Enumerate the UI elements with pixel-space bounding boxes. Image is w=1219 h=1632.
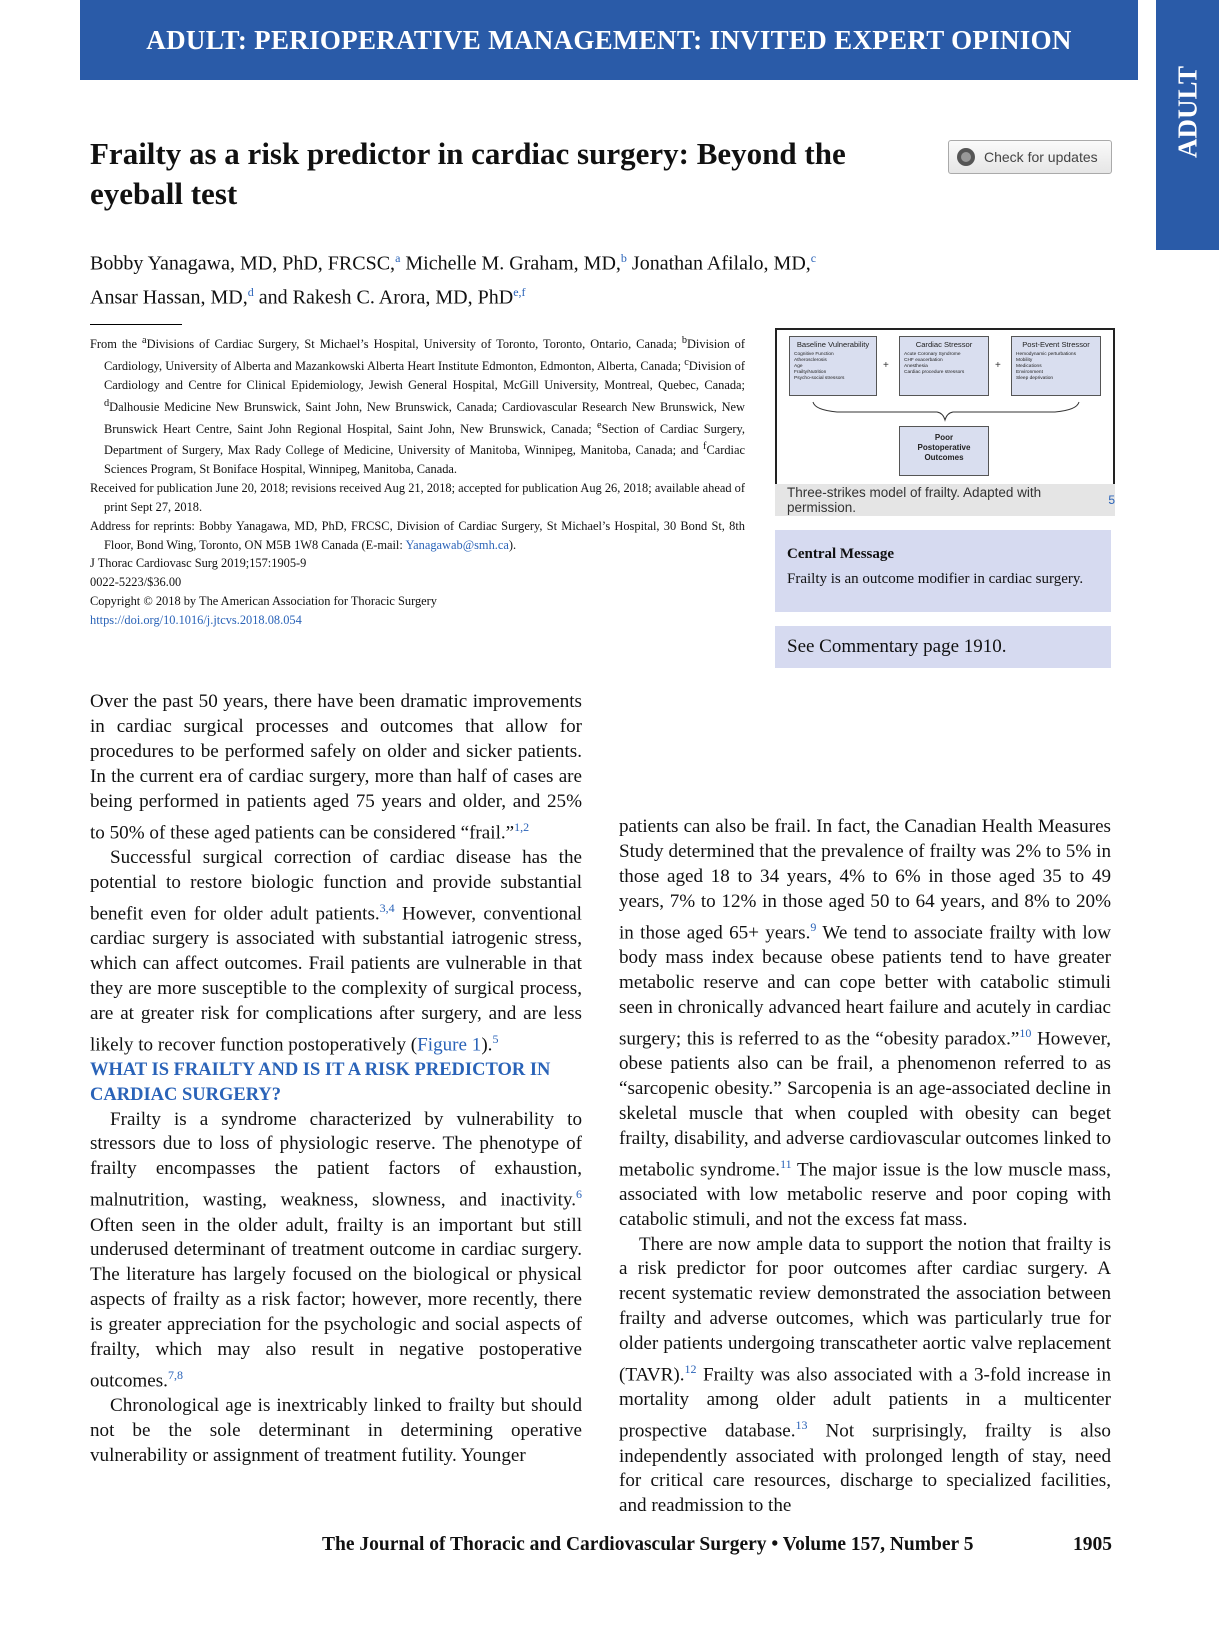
commentary-link[interactable]: See Commentary page 1910. xyxy=(775,626,1111,668)
citation-link[interactable]: 3,4 xyxy=(379,900,395,915)
citation-link[interactable]: 6 xyxy=(576,1187,582,1202)
crossmark-icon xyxy=(957,148,975,166)
author-name: Jonathan Afilalo, MD, xyxy=(626,252,811,275)
author-line-2 xyxy=(90,278,990,312)
author-affil-mark[interactable]: a xyxy=(395,251,401,265)
plus-sign: + xyxy=(883,360,889,371)
figure-caption: Three-strikes model of frailty. Adapted with permission. 5 xyxy=(775,484,1115,516)
issn: 0022-5223/$36.00 xyxy=(90,575,182,590)
journal-name: The Journal of Thoracic and Cardiovascular Surgery • Volume 157, Number 5 xyxy=(322,1534,974,1555)
author-name: Ansar Hassan, MD, xyxy=(90,286,248,309)
author-affil-mark[interactable]: e,f xyxy=(513,284,526,299)
copyright: Copyright © 2018 by The American Association for Thoracic Surgery xyxy=(90,593,437,608)
central-message-box xyxy=(775,530,1111,612)
citation-link[interactable]: 11 xyxy=(780,1156,792,1171)
body-paragraph: Over the past 50 years, there have been dramatic improvements in cardiac surgical processes and outcomes that allow for procedures to be performed safely on older and sicker patients. In the current era of cardiac surgery, more than half of cases are being performed in patients aged 75 years and older, and 25% to 50% of these aged patients can be considered “frail.”$^{1,2}$ xyxy=(90,691,582,843)
cardiac-stressor-box: Cardiac Stressor Acute Coronary Syndrome CHF exacerbation Anesthesia Cardiac procedure stressors xyxy=(899,336,989,396)
author-list xyxy=(90,244,990,311)
central-message-body: Frailty is an outcome modifier in cardiac surgery. xyxy=(787,571,1084,587)
author-affil-mark[interactable]: d xyxy=(247,284,254,299)
page-number: 1905 xyxy=(1073,1534,1112,1555)
central-message-heading: Central Message xyxy=(787,546,895,562)
body-paragraph: Frailty is a syndrome characterized by vulnerability to stressors due to loss of physiologic reserve. The phenotype of frailty encompasses the patient factors of exhaustion, malnutrition, wasting, weakness, slowness, and inactivity.$^6$ Often seen in the older adult, frailty is an important but still underused determinant of treatment outcome in cardiac surgery. The literature has largely focused on the biological or physical aspects of frailty as a risk factor; however, more recently, there is greater appreciation for the psychologic and social aspects of frailty, which may also result in negative postoperative outcomes.$^{7,8}$ xyxy=(90,1108,582,1392)
email-link[interactable]: Yanagawab@smh.ca xyxy=(405,537,509,552)
figure-1-link[interactable]: Figure 1 xyxy=(417,1033,482,1055)
body-paragraph: There are now ample data to support the notion that frailty is a risk predictor for poor outcomes after cardiac surgery. A recent systematic review demonstrated the association between frailty and adverse outcomes, which was particularly true for older patients undergoing transcatheter aortic valve replacement (TAVR).$^{12}$ Frailty was also associated with a 3-fold increase in mortality among older adult patients in a multicenter prospective database.$^{13}$ Not surprisingly, frailty is also independently associated with prolonged length of stay, need for critical care resources, discharge to specialized facilities, and readmission to the xyxy=(619,1233,1111,1517)
citation-link[interactable]: 7,8 xyxy=(167,1368,183,1382)
author-name: and Rakesh C. Arora, MD, PhD xyxy=(253,286,514,309)
side-section-tab xyxy=(1156,0,1219,250)
article-title: Frailty as a risk predictor in cardiac surgery: Beyond the eyeball test xyxy=(90,136,846,211)
affiliation-divider xyxy=(90,324,182,325)
citation-link[interactable]: 12 xyxy=(684,1362,697,1377)
baseline-vulnerability-box: Baseline Vulnerability Cognitive Function Atherosclerosis Age Frailty/Nutrition Psycho-social stressors xyxy=(789,336,877,396)
body-left-column xyxy=(90,690,582,1469)
author-name: Michelle M. Graham, MD, xyxy=(400,252,621,275)
author-affil-mark[interactable]: b xyxy=(620,251,627,265)
citation-link[interactable]: 5 xyxy=(492,1031,499,1046)
poor-outcomes-box: Poor Postoperative Outcomes xyxy=(899,426,989,476)
body-paragraph: Chronological age is inextricably linked to frailty but should not be the sole determinant in determining operative vulnerability or assignment of treatment futility. Younger xyxy=(90,1395,582,1467)
check-for-updates-button[interactable] xyxy=(948,140,1112,174)
side-tab-label: ADULT xyxy=(1172,65,1202,159)
page-footer xyxy=(322,1534,1112,1556)
citation-link[interactable]: 13 xyxy=(795,1418,808,1433)
doi-link[interactable]: https://doi.org/10.1016/j.jtcvs.2018.08.054 xyxy=(90,612,302,627)
post-event-stressor-box: Post-Event Stressor Hemodynamic perturbations Mobility Medications Environment Sleep deprivation xyxy=(1011,336,1101,396)
caption-reference[interactable]: 5 xyxy=(1108,493,1115,507)
body-right-column xyxy=(619,815,1111,1519)
citation-link[interactable]: 1,2 xyxy=(514,819,530,834)
author-affil-mark[interactable]: c xyxy=(810,251,817,265)
check-for-updates-label: Check for updates xyxy=(984,149,1098,165)
body-paragraph: Successful surgical correction of cardiac disease has the potential to restore biologic function and provide substantial benefit even for older adult patients.$^{3,4}$ However, conventional cardiac surgery is associated with substantial iatrogenic stress, which can affect outcomes. Frail patients are vulnerable in that they are more susceptible to the complexity of surgical process, are at greater risk for complications after surgery, and are less likely to recover function postoperatively (Figure 1).$^5$ xyxy=(90,846,582,1055)
author-name: Bobby Yanagawa, MD, PhD, FRCSC, xyxy=(90,252,396,275)
received-dates: Received for publication June 20, 2018; revisions received Aug 21, 2018; accepted for publication Aug 26, 2018; available ahead of print Sept 27, 2018. xyxy=(90,481,745,514)
reprint-address: Address for reprints: Bobby Yanagawa, MD, PhD, FRCSC, Division of Cardiac Surgery, St Michael’s Hospital, 30 Bond St, 8th Floor, Bond Wing, Toronto, ON M5B 1W8 Canada (E-mail: Yanagawab@smh.ca). xyxy=(90,518,745,552)
affiliation-list: From the $^a$Divisions of Cardiac Surgery, St Michael’s Hospital, University of Toronto, Toronto, Ontario, Canada; $^b$Division of Cardiology, University of Alberta and Mazankowski Alberta Heart Institute Edmonton, Edmonton, Alberta, Canada; $^c$Division of Cardiology and Centre for Clinical Epidemiology, Jewish General Hospital, McGill University, Montreal, Quebec, Canada; $^d$Dalhousie Medicine New Brunswick, Saint John, New Brunswick, Canada; Cardiovascular Research New Brunswick, New Brunswick Heart Centre, Saint John Regional Hospital, Saint John, New Brunswick, Canada; $^e$Section of Cardiac Surgery, Department of Surgery, Max Rady College of Medicine, University of Manitoba, Winnipeg, Manitoba, Canada; and $^f$Cardiac Sciences Program, St Boniface Hospital, Winnipeg, Manitoba, Canada. xyxy=(90,335,746,477)
journal-citation: J Thorac Cardiovasc Surg 2019;157:1905-9 xyxy=(90,556,307,571)
section-banner: ADULT: PERIOPERATIVE MANAGEMENT: INVITED EXPERT OPINION xyxy=(80,0,1138,80)
citation-link[interactable]: 9 xyxy=(810,919,817,934)
body-paragraph: patients can also be frail. In fact, the Canadian Health Measures Study determined that the prevalence of frailty was 2% to 5% in those aged 18 to 34 years, 4% to 6% in those aged 35 to 49 years, 7% to 12% in those aged 50 to 64 years, and 8% to 20% in those aged 65+ years.$^9$ We tend to associate frailty with low body mass index because obese patients tend to have greater metabolic reserve and can cope better with catabolic stimuli seen in chronically advanced heart failure and acutely in cardiac surgery; this is referred to as the “obesity paradox.”$^{10}$ However, obese patients also can be frail, a phenomenon referred to as “sarcopenic obesity.” Sarcopenia is an age-associated decline in skeletal muscle that when coupled with obesity can beget frailty, disability, and adverse cardiovascular outcomes linked to metabolic syndrome.$^{11}$ The major issue is the low muscle mass, associated with low metabolic reserve and poor coping with catabolic stimuli, and not the excess fat mass. xyxy=(619,816,1112,1230)
plus-sign: + xyxy=(995,360,1001,371)
citation-link[interactable]: 10 xyxy=(1019,1025,1032,1040)
author-line-1 xyxy=(90,244,990,278)
affiliations-block xyxy=(90,332,745,630)
section-heading: WHAT IS FRAILTY AND IS IT A RISK PREDICTOR IN CARDIAC SURGERY? xyxy=(90,1059,551,1105)
frailty-model-figure[interactable] xyxy=(775,328,1115,486)
